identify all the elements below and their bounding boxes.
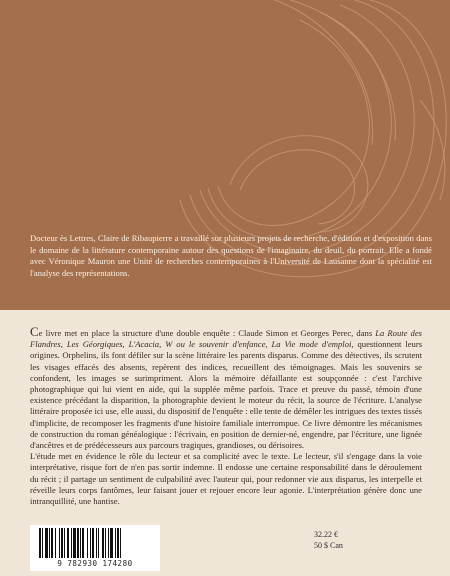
book-summary bbox=[30, 326, 422, 507]
separator: , bbox=[122, 339, 129, 350]
title-vie-mode-emploi: La Vie mode d'emploi bbox=[271, 339, 352, 350]
price-euro: 32.22 € bbox=[314, 530, 338, 539]
separator: , bbox=[265, 339, 272, 350]
barcode-icon bbox=[38, 528, 152, 558]
isbn-number: 9 782930 174280 bbox=[57, 559, 133, 568]
title-acacia: L'Acacia bbox=[128, 339, 160, 350]
summary-paragraph-1 bbox=[30, 326, 422, 451]
title-w-souvenir-enfance: W ou le souvenir d'enfance bbox=[165, 339, 266, 350]
barcode-label bbox=[30, 525, 160, 571]
summary-paragraph-2: L'étude met en évidence le rôle du lecteur et sa complicité avec le texte. Le lecteur, s'il s'engage dans la voie interprétative, risque fort de n'en pas sortir indemne. Il endosse une certaine responsabilité dans le déroulement du récit ; il partage un sentiment de culpabilité avec l'auteur qui, pour redonner vie aux disparus, les interpelle et réveille leurs corps fantômes, leur faisant jouer et rejouer encore leur agonie. L'interprétation génère donc une intranquillité, une hantise. bbox=[30, 451, 422, 507]
title-georgiques: Les Géorgiques bbox=[66, 339, 123, 350]
price-block bbox=[314, 529, 384, 551]
summary-rest: , questionnent leurs origines. Orphelins, ils font défiler sur la scène littéraire les parents disparus. Comme des détectives, ils scrutent les visages effacés des absents, repèrent des indices, recueillent des témoignages. Mais les souvenirs se confondent, les images se surimpriment. Alors la mémoire défaillante est soupçonnée : c'est l'archive photographique qui lui vient en aide, qui la supplée même parfois. Trace et preuve du passé, témoin d'une existence précédant la disparition, la photographie devient le moteur du récit, la source de l'écriture. L'analyse littéraire proposée ici use, elle aussi, du dispositif de l'enquête : elle tente de démêler les intrigues des textes tissés d'implicite, de recomposer les fragments d'une histoire familiale interrompue. Ce livre démontre les mécanismes de construction du roman généalogique : l'écrivain, en position de dernier-né, engendre, par l'écriture, une lignée d'ancêtres et de prédécesseurs aux parcours tragiques, grandioses, ou dérisoires. bbox=[30, 339, 423, 451]
separator: , bbox=[60, 339, 67, 350]
separator: , bbox=[159, 339, 166, 350]
summary-intro: e livre met en place la structure d'une double enquête : Claude Simon et Georges Perec, dans bbox=[38, 328, 376, 338]
price-canadian: 50 $ Can bbox=[314, 541, 343, 550]
title-route-des-flandres: La Route des Flandres bbox=[30, 328, 423, 350]
drop-cap: C bbox=[30, 324, 39, 339]
author-biography: Docteur ès Lettres, Claire de Ribaupierre a travaillé sur plusieurs projets de recherche, d'édition et d'exposition dans le domaine de la littérature contemporaine autour des questions de l'imaginaire, du deuil, du portrait. Elle a fondé avec Véronique Mauron une Unité de recherches contemporaines à l'Université de Lausanne dont la spécialité est l'analyse des représentations. bbox=[30, 233, 432, 278]
